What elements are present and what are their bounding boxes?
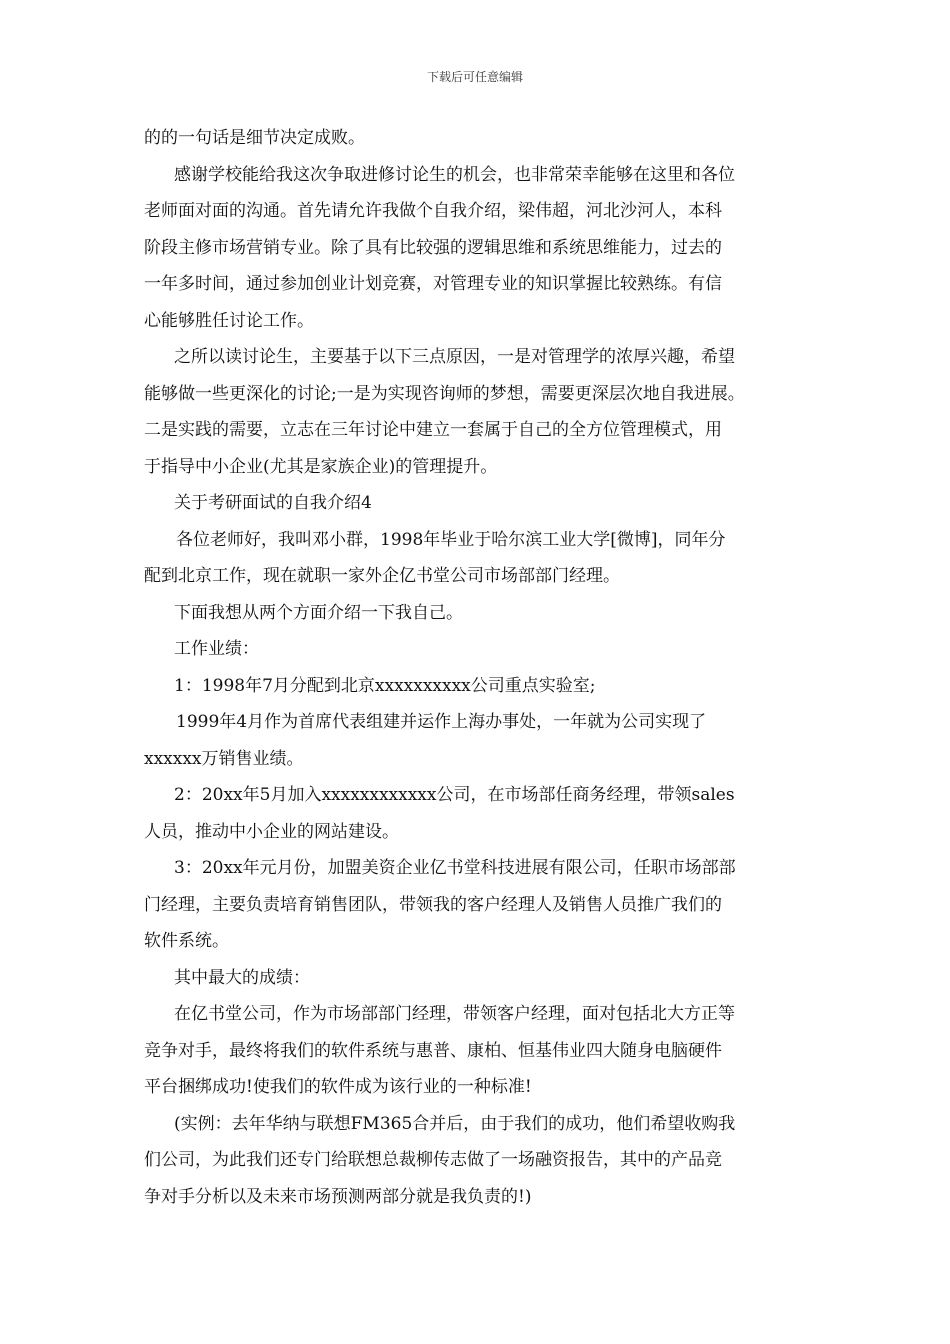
text-line: 能够做一些更深化的讨论;一是为实现咨询师的梦想，需要更深层次地自我进展。 <box>144 383 745 404</box>
text-line: 争对手分析以及未来市场预测两部分就是我负责的!) <box>144 1186 532 1207</box>
text-line: 阶段主修市场营销专业。除了具有比较强的逻辑思维和系统思维能力，过去的 <box>144 237 722 258</box>
text-line: 各位老师好，我叫邓小群，1998年毕业于哈尔滨工业大学[微博]，同年分 <box>176 529 726 550</box>
page-header: 下载后可任意编辑 <box>426 70 523 84</box>
text-line: 二是实践的需要，立志在三年讨论中建立一套属于自己的全方位管理模式，用 <box>144 420 722 440</box>
text-line: (实例：去年华纳与联想FM365合并后，由于我们的成功，他们希望收购我 <box>174 1113 736 1134</box>
text-line: 竞争对手，最终将我们的软件系统与惠普、康柏、恒基伟业四大随身电脑硬件 <box>144 1040 722 1061</box>
text-line: 1：1998年7月分配到北京xxxxxxxxxx公司重点实验室; <box>174 675 596 696</box>
text-line: 配到北京工作，现在就职一家外企亿书堂公司市场部部门经理。 <box>144 566 620 586</box>
text-line: 人员，推动中小企业的网站建设。 <box>144 821 399 842</box>
section-heading: 关于考研面试的自我介绍4 <box>174 493 372 513</box>
text-line: 工作业绩： <box>174 639 259 659</box>
text-line: 下面我想从两个方面介绍一下我自己。 <box>174 602 463 623</box>
text-line: 一年多时间，通过参加创业计划竞赛，对管理专业的知识掌握比较熟练。有信 <box>144 274 722 294</box>
text-line: 们公司，为此我们还专门给联想总裁柳传志做了一场融资报告，其中的产品竞 <box>144 1150 722 1170</box>
document-body <box>144 120 816 1215</box>
text-line: 软件系统。 <box>144 931 229 951</box>
text-line: 心能够胜任讨论工作。 <box>144 310 314 331</box>
text-line: 感谢学校能给我这次争取进修讨论生的机会，也非常荣幸能够在这里和各位 <box>174 164 735 185</box>
text-line: 的的一句话是细节决定成败。 <box>144 128 365 148</box>
text-line: 于指导中小企业(尤其是家族企业)的管理提升。 <box>144 456 498 477</box>
text-line: 老师面对面的沟通。首先请允许我做个自我介绍，梁伟超，河北沙河人，本科 <box>144 201 722 221</box>
text-line: xxxxxx万销售业绩。 <box>144 748 304 769</box>
text-line: 在亿书堂公司，作为市场部部门经理，带领客户经理，面对包括北大方正等 <box>174 1004 735 1024</box>
text-line: 3：20xx年元月份，加盟美资企业亿书堂科技进展有限公司，任职市场部部 <box>174 858 736 878</box>
text-line: 2：20xx年5月加入xxxxxxxxxxxx公司，在市场部任商务经理，带领sales <box>174 785 735 805</box>
text-line: 平台捆绑成功!使我们的软件成为该行业的一种标准! <box>144 1077 532 1097</box>
text-line: 其中最大的成绩： <box>174 967 310 988</box>
text-line: 之所以读讨论生，主要基于以下三点原因，一是对管理学的浓厚兴趣，希望 <box>174 347 735 367</box>
text-line: 1999年4月作为首席代表组建并运作上海办事处，一年就为公司实现了 <box>176 712 707 732</box>
text-line: 门经理，主要负责培育销售团队，带领我的客户经理人及销售人员推广我们的 <box>144 894 722 915</box>
